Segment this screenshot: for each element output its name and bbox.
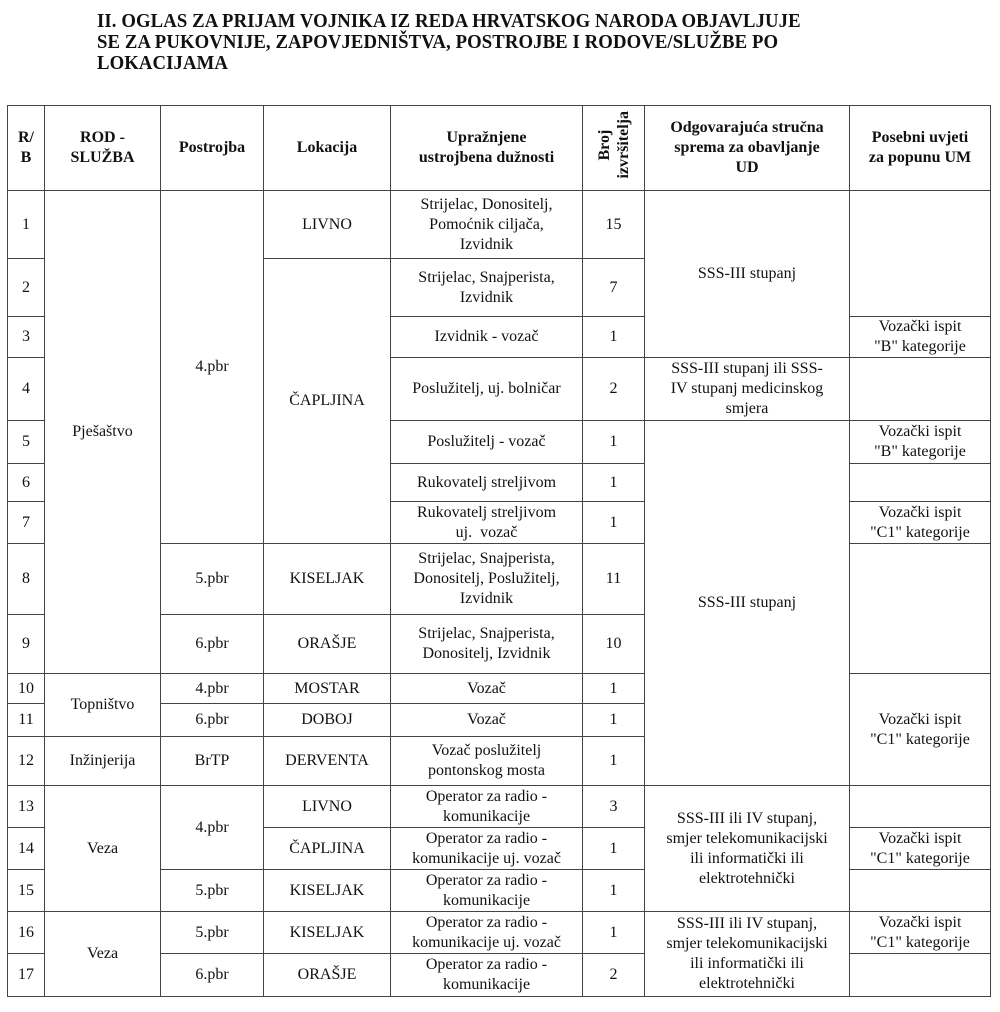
rb-cell: 14 [8,828,45,870]
rb-cell: 10 [8,674,45,704]
lokacija-cell: LIVNO [264,191,391,259]
postrojba-cell: 4.pbr [161,674,264,704]
uvjeti-cell: Vozački ispit "B" kategorije [850,421,991,464]
postrojba-cell: 5.pbr [161,544,264,615]
duznosti-cell: Poslužitelj, uj. bolničar [391,358,583,421]
rb-cell: 4 [8,358,45,421]
header-rod: ROD - SLUŽBA [45,106,161,191]
rod-cell: Pješaštvo [45,191,161,674]
postrojba-cell: 5.pbr [161,912,264,954]
title-line: LOKACIJAMA [97,53,228,74]
uvjeti-cell: Vozački ispit "C1" kategorije [850,502,991,544]
broj-cell: 2 [583,954,645,997]
rb-cell: 16 [8,912,45,954]
uvjeti-cell-empty [850,191,991,317]
sprema-cell: SSS-III stupanj ili SSS- IV stupanj medicinskog smjera [645,358,850,421]
uvjeti-cell: Vozački ispit "C1" kategorije [850,828,991,870]
table-row [8,191,991,259]
broj-cell: 1 [583,870,645,912]
header-uvjeti: Posebni uvjeti za popunu UM [850,106,991,191]
duznosti-cell: Operator za radio - komunikacije [391,870,583,912]
rb-cell: 9 [8,615,45,674]
uvjeti-cell-empty [850,464,991,502]
duznosti-cell: Vozač [391,674,583,704]
lokacija-cell: MOSTAR [264,674,391,704]
lokacija-cell: KISELJAK [264,912,391,954]
postrojba-cell: 6.pbr [161,615,264,674]
duznosti-cell: Rukovatelj streljivom [391,464,583,502]
header-postrojba: Postrojba [161,106,264,191]
sprema-cell: SSS-III stupanj [645,421,850,786]
duznosti-cell: Operator za radio - komunikacije uj. vozač [391,828,583,870]
lokacija-cell: KISELJAK [264,870,391,912]
rod-cell: Veza [45,912,161,997]
uvjeti-cell: Vozački ispit "C1" kategorije [850,912,991,954]
broj-cell: 1 [583,912,645,954]
lokacija-cell: LIVNO [264,786,391,828]
sprema-cell: SSS-III stupanj [645,191,850,358]
lokacija-cell: DOBOJ [264,704,391,737]
broj-cell: 1 [583,674,645,704]
broj-cell: 1 [583,704,645,737]
header-lokacija: Lokacija [264,106,391,191]
header-sprema: Odgovarajuća stručna sprema za obavljanje UD [645,106,850,191]
lokacija-cell: ORAŠJE [264,954,391,997]
duznosti-cell: Vozač [391,704,583,737]
broj-cell: 2 [583,358,645,421]
rb-cell: 15 [8,870,45,912]
header-duznosti: Upražnjene ustrojbena dužnosti [391,106,583,191]
duznosti-cell: Strijelac, Snajperista, Donositelj, Izvidnik [391,615,583,674]
rb-cell: 5 [8,421,45,464]
uvjeti-cell: Vozački ispit "B" kategorije [850,317,991,358]
title-line: SE ZA PUKOVNIJE, ZAPOVJEDNIŠTVA, POSTROJBE I RODOVE/SLUŽBE PO [97,32,779,53]
rb-cell: 17 [8,954,45,997]
postrojba-cell: 6.pbr [161,954,264,997]
rod-cell: Inžinjerija [45,737,161,786]
duznosti-cell: Operator za radio - komunikacije uj. vozač [391,912,583,954]
uvjeti-cell-empty [850,954,991,997]
duznosti-cell: Operator za radio - komunikacije [391,954,583,997]
broj-cell: 10 [583,615,645,674]
duznosti-cell: Rukovatelj streljivom uj. vozač [391,502,583,544]
duznosti-cell: Operator za radio - komunikacije [391,786,583,828]
uvjeti-cell-empty [850,870,991,912]
rb-cell: 8 [8,544,45,615]
broj-cell: 3 [583,786,645,828]
header-broj: Broj izvršitelja [583,106,645,191]
broj-cell: 1 [583,502,645,544]
uvjeti-cell: Vozački ispit "C1" kategorije [850,674,991,786]
rb-cell: 13 [8,786,45,828]
sprema-cell: SSS-III ili IV stupanj, smjer telekomunikacijski ili informatički ili elektrotehnički [645,912,850,997]
broj-cell: 1 [583,737,645,786]
uvjeti-cell-empty [850,358,991,421]
broj-cell: 1 [583,828,645,870]
duznosti-cell: Poslužitelj - vozač [391,421,583,464]
lokacija-cell: DERVENTA [264,737,391,786]
broj-cell: 11 [583,544,645,615]
duznosti-cell: Strijelac, Snajperista, Donositelj, Poslužitelj, Izvidnik [391,544,583,615]
lokacija-cell: ORAŠJE [264,615,391,674]
postrojba-cell: 5.pbr [161,870,264,912]
table-row [8,786,991,828]
duznosti-cell: Strijelac, Donositelj, Pomoćnik ciljača, Izvidnik [391,191,583,259]
header-rb: R/ B [8,106,45,191]
rb-cell: 11 [8,704,45,737]
rb-cell: 7 [8,502,45,544]
postrojba-cell: 6.pbr [161,704,264,737]
rb-cell: 2 [8,259,45,317]
rb-cell: 12 [8,737,45,786]
postrojba-cell: 4.pbr [161,191,264,544]
broj-cell: 15 [583,191,645,259]
header-row [8,106,991,191]
sprema-cell: SSS-III ili IV stupanj, smjer telekomunikacijski ili informatički ili elektrotehnički [645,786,850,912]
postrojba-cell: 4.pbr [161,786,264,870]
uvjeti-cell-empty [850,786,991,828]
lokacija-cell: ČAPLJINA [264,259,391,544]
broj-cell: 7 [583,259,645,317]
rb-cell: 1 [8,191,45,259]
uvjeti-cell-empty [850,544,991,674]
lokacija-cell: ČAPLJINA [264,828,391,870]
rod-cell: Veza [45,786,161,912]
duznosti-cell: Strijelac, Snajperista, Izvidnik [391,259,583,317]
lokacija-cell: KISELJAK [264,544,391,615]
broj-cell: 1 [583,464,645,502]
duznosti-cell: Izvidnik - vozač [391,317,583,358]
broj-cell: 1 [583,317,645,358]
rb-cell: 6 [8,464,45,502]
title-line: II. OGLAS ZA PRIJAM VOJNIKA IZ REDA HRVATSKOG NARODA OBJAVLJUJE [97,11,801,32]
vacancy-table [7,105,991,997]
document-title [97,11,942,74]
rb-cell: 3 [8,317,45,358]
duznosti-cell: Vozač poslužitelj pontonskog mosta [391,737,583,786]
postrojba-cell: BrTP [161,737,264,786]
rod-cell: Topništvo [45,674,161,737]
table-row [8,912,991,954]
broj-cell: 1 [583,421,645,464]
